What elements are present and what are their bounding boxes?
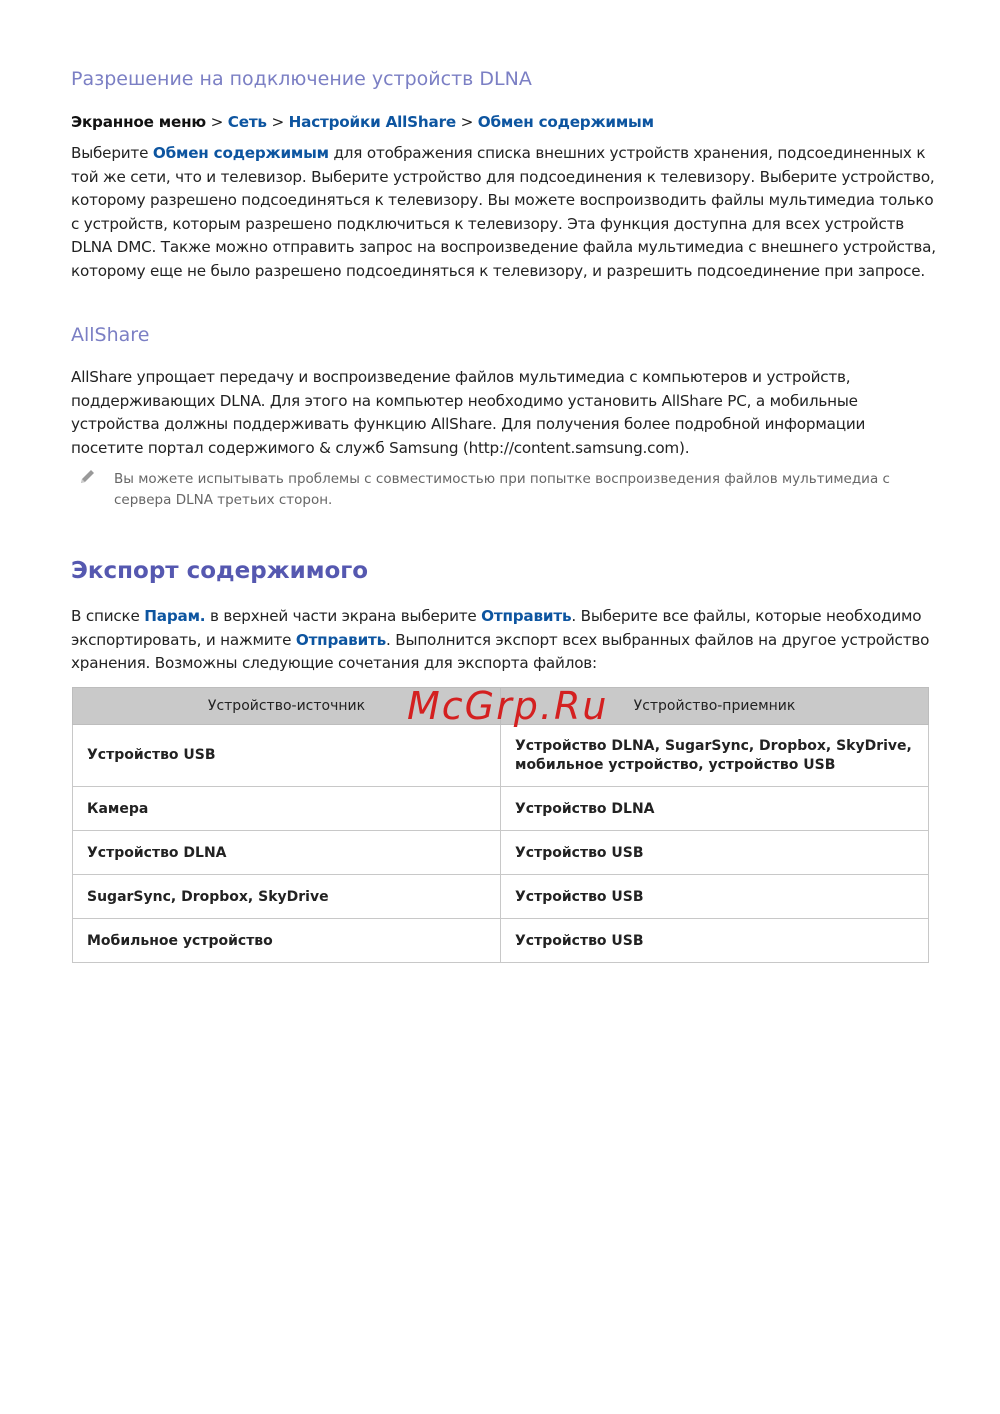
text: в верхней части экрана выберите [205,607,482,625]
text: . Выберите все файлы, которые необходимо экспортировать, и нажмите [71,607,922,649]
pencil-note-icon [78,468,96,486]
target-cell: Устройство DLNA [501,787,929,831]
breadcrumb-item: Настройки AllShare [288,113,456,131]
table-row [73,725,929,787]
allshare-paragraph: AllShare упрощает передачу и воспроизведение файлов мультимедиа с компьютеров и устройств, поддерживающих DLNA. Для этого на компьютер необходимо установить AllShare PC, а мобильные устройства должны поддерживать функцию AllShare. Для получения более подробной информации посетите портал содержимого & служб Samsung (http://content.samsung.com). [71,368,866,457]
breadcrumb-item: Обмен содержимым [477,113,654,131]
header-source: Устройство-источник [73,688,501,725]
export-paragraph [71,605,937,676]
target-cell: Устройство USB [501,919,929,963]
breadcrumb [71,111,937,135]
breadcrumb-separator: > [460,113,474,131]
source-cell: Камера [73,787,501,831]
section-title-dlna: Разрешение на подключение устройств DLNA [71,68,532,90]
source-cell: Устройство DLNA [73,831,501,875]
breadcrumb-item: Экранное меню [71,113,206,131]
text: для отображения списка внешних устройств хранения, подсоединенных к той же сети, что и телевизор. Выберите устройство для подсоединения к телевизору. Выберите устройство, которому разрешено подсоединяться к телевизору. Вы можете воспроизводить файлы мультимедиа только с устройств, которым разрешено подключиться к телевизору. Эта функция доступна для всех устройств DLNA DMC. Также можно отправить запрос на воспроизведение файла мультимедиа с внешнего устройства, которому еще не было разрешено подсоединяться к телевизору, и разрешить подсоединение при запросе. [71,144,936,280]
source-cell: Устройство USB [73,725,501,787]
section-title-export: Экспорт содержимого [71,558,369,584]
source-cell: SugarSync, Dropbox, SkyDrive [73,875,501,919]
table-row [73,919,929,963]
source-cell: Мобильное устройство [73,919,501,963]
dlna-paragraph [71,142,937,284]
menu-term: Отправить [481,607,572,625]
menu-term: Парам. [144,607,206,625]
target-cell: Устройство USB [501,875,929,919]
section-title-allshare: AllShare [71,324,150,346]
watermark: McGrp.Ru [407,684,609,728]
text: Выберите [71,144,153,162]
table-row [73,787,929,831]
text: . Выполнится экспорт всех выбранных файлов на другое устройство хранения. Возможны следующие сочетания для экспорта файлов: [71,630,930,673]
header-target: Устройство-приемник [501,688,929,725]
breadcrumb-separator: > [271,113,285,131]
text: В списке [71,607,145,625]
target-cell: Устройство USB [501,831,929,875]
note-text: Вы можете испытывать проблемы с совместимостью при попытке воспроизведения файлов мультимедиа с сервера DLNA третьих сторон. [114,471,890,508]
target-cell: Устройство DLNA, SugarSync, Dropbox, SkyDrive, мобильное устройство, устройство USB [501,725,929,787]
table-row [73,875,929,919]
menu-term: Отправить [295,630,387,649]
breadcrumb-item: Сеть [227,113,267,131]
breadcrumb-separator: > [210,113,224,131]
menu-term: Обмен содержимым [152,144,329,162]
table-row [73,831,929,875]
export-combinations-table [72,687,929,963]
